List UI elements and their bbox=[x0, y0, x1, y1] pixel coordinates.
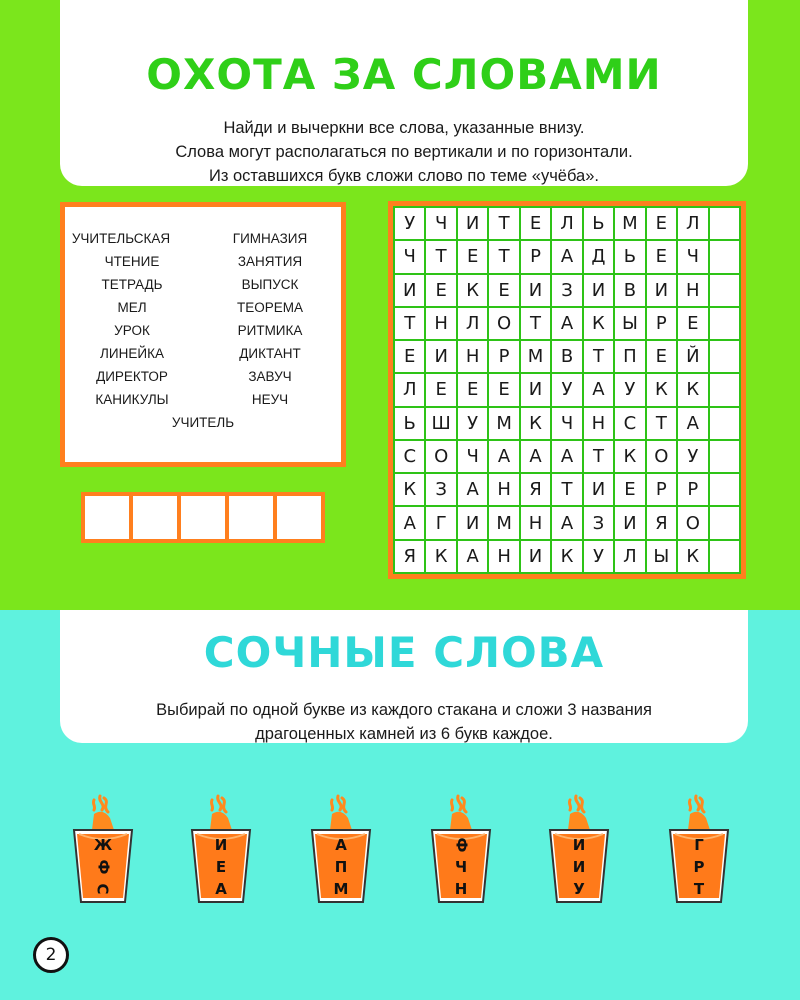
glass-letters bbox=[316, 836, 366, 898]
grid-cell[interactable]: Т bbox=[647, 408, 676, 439]
word-list-item: НЕУЧ bbox=[251, 392, 289, 407]
grid-cell[interactable]: Н bbox=[521, 507, 550, 538]
juice-glass bbox=[308, 794, 374, 906]
grid-cell[interactable]: И bbox=[615, 507, 644, 538]
glass-letters bbox=[78, 836, 128, 898]
grid-cell[interactable]: А bbox=[584, 374, 613, 405]
grid-cell[interactable]: Л bbox=[395, 374, 424, 405]
grid-cell[interactable]: И bbox=[584, 474, 613, 505]
answer-cell[interactable] bbox=[85, 496, 129, 539]
grid-cell[interactable]: Й bbox=[678, 341, 707, 372]
word-list-item: КАНИКУЛЫ bbox=[95, 392, 169, 407]
grid-cell[interactable]: И bbox=[521, 374, 550, 405]
grid-cell[interactable]: М bbox=[489, 408, 518, 439]
grid-cell[interactable] bbox=[710, 308, 739, 339]
grid-cell[interactable]: А bbox=[395, 507, 424, 538]
word-hunt-instructions bbox=[60, 116, 748, 188]
glass-letters bbox=[196, 836, 246, 898]
grid-cell[interactable]: Т bbox=[584, 441, 613, 472]
grid-cell[interactable]: О bbox=[489, 308, 518, 339]
grid-cell[interactable]: К bbox=[647, 374, 676, 405]
instruction-line: Из оставшихся букв сложи слово по теме «учёба». bbox=[209, 167, 599, 185]
word-list-item: ДИКТАНТ bbox=[239, 346, 301, 361]
word-list-box bbox=[60, 202, 346, 467]
grid-cell[interactable]: Е bbox=[395, 341, 424, 372]
grid-cell[interactable]: К bbox=[458, 275, 487, 306]
grid-cell[interactable]: К bbox=[678, 541, 707, 572]
grid-cell[interactable]: Е bbox=[426, 275, 455, 306]
grid-cell[interactable]: Т bbox=[521, 308, 550, 339]
grid-cell[interactable]: А bbox=[458, 474, 487, 505]
grid-cell[interactable] bbox=[710, 208, 739, 239]
grid-cell[interactable]: Т bbox=[426, 241, 455, 272]
answer-boxes bbox=[81, 492, 325, 543]
grid-cell[interactable]: И bbox=[647, 275, 676, 306]
grid-cell[interactable]: З bbox=[584, 507, 613, 538]
grid-cell[interactable]: Н bbox=[489, 541, 518, 572]
juice-glass bbox=[428, 794, 494, 906]
grid-cell[interactable]: Л bbox=[678, 208, 707, 239]
glass-letter: И bbox=[572, 858, 586, 876]
grid-cell[interactable]: А bbox=[552, 441, 581, 472]
glass-letter: М bbox=[333, 880, 349, 898]
grid-cell[interactable]: Т bbox=[584, 341, 613, 372]
grid-cell[interactable]: Т bbox=[489, 241, 518, 272]
grid-cell[interactable]: И bbox=[521, 541, 550, 572]
grid-cell[interactable]: Е bbox=[489, 275, 518, 306]
grid-cell[interactable]: Е bbox=[647, 208, 676, 239]
glass-letter: Е bbox=[215, 858, 227, 876]
word-list-item: УЧИТЕЛЬСКАЯ bbox=[71, 231, 171, 246]
grid-cell[interactable]: В bbox=[615, 275, 644, 306]
grid-cell[interactable]: Р bbox=[521, 241, 550, 272]
grid-cell[interactable]: С bbox=[395, 441, 424, 472]
grid-cell[interactable]: С bbox=[615, 408, 644, 439]
juicy-words-instructions bbox=[60, 698, 748, 746]
glass-letters bbox=[674, 836, 724, 898]
glass-letter: И bbox=[214, 836, 228, 854]
grid-cell[interactable]: Н bbox=[489, 474, 518, 505]
grid-cell[interactable]: У bbox=[395, 208, 424, 239]
answer-cell[interactable] bbox=[133, 496, 177, 539]
grid-cell[interactable]: Л bbox=[552, 208, 581, 239]
answer-cell[interactable] bbox=[181, 496, 225, 539]
grid-cell[interactable]: К bbox=[395, 474, 424, 505]
grid-cell[interactable]: З bbox=[552, 275, 581, 306]
glass-letter: Т bbox=[693, 880, 705, 898]
grid-cell[interactable]: Ь bbox=[615, 241, 644, 272]
juice-glass bbox=[666, 794, 732, 906]
grid-cell[interactable]: Ч bbox=[395, 241, 424, 272]
grid-cell[interactable]: К bbox=[426, 541, 455, 572]
grid-cell[interactable]: У bbox=[552, 374, 581, 405]
grid-cell[interactable]: А bbox=[552, 241, 581, 272]
grid-cells bbox=[393, 206, 741, 574]
glass-letter: Ф bbox=[451, 837, 470, 853]
juicy-words-header-card bbox=[60, 610, 748, 743]
grid-cell[interactable]: Т bbox=[395, 308, 424, 339]
grid-cell[interactable]: К bbox=[678, 374, 707, 405]
glass-letters bbox=[554, 836, 604, 898]
grid-cell[interactable] bbox=[710, 374, 739, 405]
grid-cell[interactable]: Л bbox=[615, 541, 644, 572]
grid-cell[interactable]: Ч bbox=[678, 241, 707, 272]
glass-letter: А bbox=[215, 880, 227, 898]
grid-cell[interactable]: Р bbox=[647, 474, 676, 505]
glass-letter: С bbox=[93, 883, 112, 895]
word-list-item: МЕЛ bbox=[117, 300, 147, 315]
grid-cell[interactable]: Ч bbox=[458, 441, 487, 472]
grid-cell[interactable]: Р bbox=[678, 474, 707, 505]
answer-cell[interactable] bbox=[277, 496, 321, 539]
word-hunt-title: ОХОТА ЗА СЛОВАМИ bbox=[146, 50, 662, 99]
grid-cell[interactable]: П bbox=[615, 341, 644, 372]
word-list-item: УРОК bbox=[114, 323, 150, 338]
grid-cell[interactable]: У bbox=[678, 441, 707, 472]
grid-cell[interactable]: О bbox=[647, 441, 676, 472]
grid-cell[interactable]: Д bbox=[584, 241, 613, 272]
glass-letter: И bbox=[572, 836, 586, 854]
glass-letter: Г bbox=[694, 836, 704, 854]
grid-cell[interactable]: Я bbox=[521, 474, 550, 505]
word-list-item: ДИРЕКТОР bbox=[96, 369, 168, 384]
grid-cell[interactable] bbox=[710, 507, 739, 538]
juicy-words-title: СОЧНЫЕ СЛОВА bbox=[203, 628, 605, 677]
grid-cell[interactable]: Н bbox=[678, 275, 707, 306]
grid-cell[interactable]: У bbox=[584, 541, 613, 572]
grid-cell[interactable] bbox=[710, 541, 739, 572]
glass-letter: А bbox=[335, 836, 347, 854]
glass-letter: Н bbox=[454, 880, 468, 898]
grid-cell[interactable]: Р bbox=[489, 341, 518, 372]
instruction-line: Выбирай по одной букве из каждого стакана и сложи 3 названия bbox=[156, 701, 652, 719]
grid-cell[interactable]: К bbox=[584, 308, 613, 339]
grid-cell[interactable]: Е bbox=[678, 308, 707, 339]
word-list-item: ЧТЕНИЕ bbox=[104, 254, 160, 269]
grid-cell[interactable]: У bbox=[458, 408, 487, 439]
grid-cell[interactable]: Ч bbox=[426, 208, 455, 239]
juice-glass bbox=[188, 794, 254, 906]
word-list-item: ГИМНАЗИЯ bbox=[232, 231, 308, 246]
grid-cell[interactable]: Е bbox=[458, 241, 487, 272]
grid-cell[interactable]: И bbox=[521, 275, 550, 306]
grid-cell[interactable]: И bbox=[426, 341, 455, 372]
grid-cell[interactable]: А bbox=[458, 541, 487, 572]
grid-cell[interactable]: Р bbox=[647, 308, 676, 339]
grid-cell[interactable] bbox=[710, 408, 739, 439]
grid-cell[interactable]: Т bbox=[552, 474, 581, 505]
juice-glass bbox=[70, 794, 136, 906]
grid-cell[interactable]: Н bbox=[584, 408, 613, 439]
glass-letter: Ф bbox=[93, 859, 112, 875]
glass-letter: П bbox=[334, 858, 348, 876]
grid-cell[interactable]: И bbox=[458, 208, 487, 239]
word-list-item: УЧИТЕЛЬ bbox=[171, 415, 235, 430]
grid-cell[interactable] bbox=[710, 441, 739, 472]
grid-cell[interactable]: З bbox=[426, 474, 455, 505]
grid-cell[interactable]: Ы bbox=[615, 308, 644, 339]
grid-cell[interactable]: Ы bbox=[647, 541, 676, 572]
grid-cell[interactable]: Е bbox=[426, 374, 455, 405]
grid-cell[interactable]: К bbox=[552, 541, 581, 572]
grid-cell[interactable]: А bbox=[521, 441, 550, 472]
grid-cell[interactable]: О bbox=[426, 441, 455, 472]
grid-cell[interactable]: Н bbox=[426, 308, 455, 339]
grid-cell[interactable] bbox=[710, 341, 739, 372]
word-list-item: ТЕТРАДЬ bbox=[101, 277, 163, 292]
grid-cell[interactable]: И bbox=[458, 507, 487, 538]
glass-letters bbox=[436, 836, 486, 898]
grid-cell[interactable]: В bbox=[552, 341, 581, 372]
instruction-line: Слова могут располагаться по вертикали и по горизонтали. bbox=[175, 143, 633, 161]
word-list-item: ЗАВУЧ bbox=[248, 369, 292, 384]
word-search-grid bbox=[388, 201, 746, 579]
grid-cell[interactable]: Т bbox=[489, 208, 518, 239]
grid-cell[interactable]: Е bbox=[615, 474, 644, 505]
grid-cell[interactable]: Ь bbox=[584, 208, 613, 239]
page-number: 2 bbox=[33, 937, 69, 973]
grid-cell[interactable]: М bbox=[489, 507, 518, 538]
grid-cell[interactable]: У bbox=[615, 374, 644, 405]
grid-cell[interactable]: И bbox=[584, 275, 613, 306]
word-list-item: ЛИНЕЙКА bbox=[100, 346, 164, 361]
answer-cell[interactable] bbox=[229, 496, 273, 539]
grid-cell[interactable]: А bbox=[552, 507, 581, 538]
grid-cell[interactable]: А bbox=[552, 308, 581, 339]
grid-cell[interactable]: М bbox=[521, 341, 550, 372]
word-hunt-header-card bbox=[60, 0, 748, 186]
word-list-item: РИТМИКА bbox=[237, 323, 303, 338]
juice-glass bbox=[546, 794, 612, 906]
glass-letter: Ж bbox=[93, 836, 113, 854]
grid-cell[interactable]: Е bbox=[458, 374, 487, 405]
grid-cell[interactable] bbox=[710, 474, 739, 505]
word-list-item: ЗАНЯТИЯ bbox=[237, 254, 303, 269]
word-list-item: ТЕОРЕМА bbox=[236, 300, 304, 315]
grid-cell[interactable]: О bbox=[678, 507, 707, 538]
instruction-line: драгоценных камней из 6 букв каждое. bbox=[255, 725, 553, 743]
glass-letter: Ч bbox=[454, 858, 468, 876]
glass-letter: Р bbox=[693, 858, 705, 876]
grid-cell[interactable]: Я bbox=[395, 541, 424, 572]
grid-cell[interactable]: Г bbox=[426, 507, 455, 538]
grid-cell[interactable]: Л bbox=[458, 308, 487, 339]
grid-cell[interactable]: Е bbox=[647, 341, 676, 372]
grid-cell[interactable]: А bbox=[489, 441, 518, 472]
word-list-item: ВЫПУСК bbox=[241, 277, 299, 292]
grid-cell[interactable]: А bbox=[678, 408, 707, 439]
grid-cell[interactable]: Ь bbox=[395, 408, 424, 439]
grid-cell[interactable]: К bbox=[615, 441, 644, 472]
grid-cell[interactable] bbox=[710, 241, 739, 272]
grid-cell[interactable]: Н bbox=[458, 341, 487, 372]
grid-cell[interactable]: Е bbox=[489, 374, 518, 405]
grid-cell[interactable]: Ч bbox=[552, 408, 581, 439]
instruction-line: Найди и вычеркни все слова, указанные внизу. bbox=[223, 119, 585, 137]
glass-letter: У bbox=[573, 880, 585, 898]
grid-cell[interactable]: Я bbox=[647, 507, 676, 538]
grid-cell[interactable]: М bbox=[615, 208, 644, 239]
grid-cell[interactable]: И bbox=[395, 275, 424, 306]
grid-cell[interactable]: Е bbox=[647, 241, 676, 272]
grid-cell[interactable]: Е bbox=[521, 208, 550, 239]
grid-cell[interactable] bbox=[710, 275, 739, 306]
grid-cell[interactable]: Ш bbox=[426, 408, 455, 439]
grid-cell[interactable]: К bbox=[521, 408, 550, 439]
